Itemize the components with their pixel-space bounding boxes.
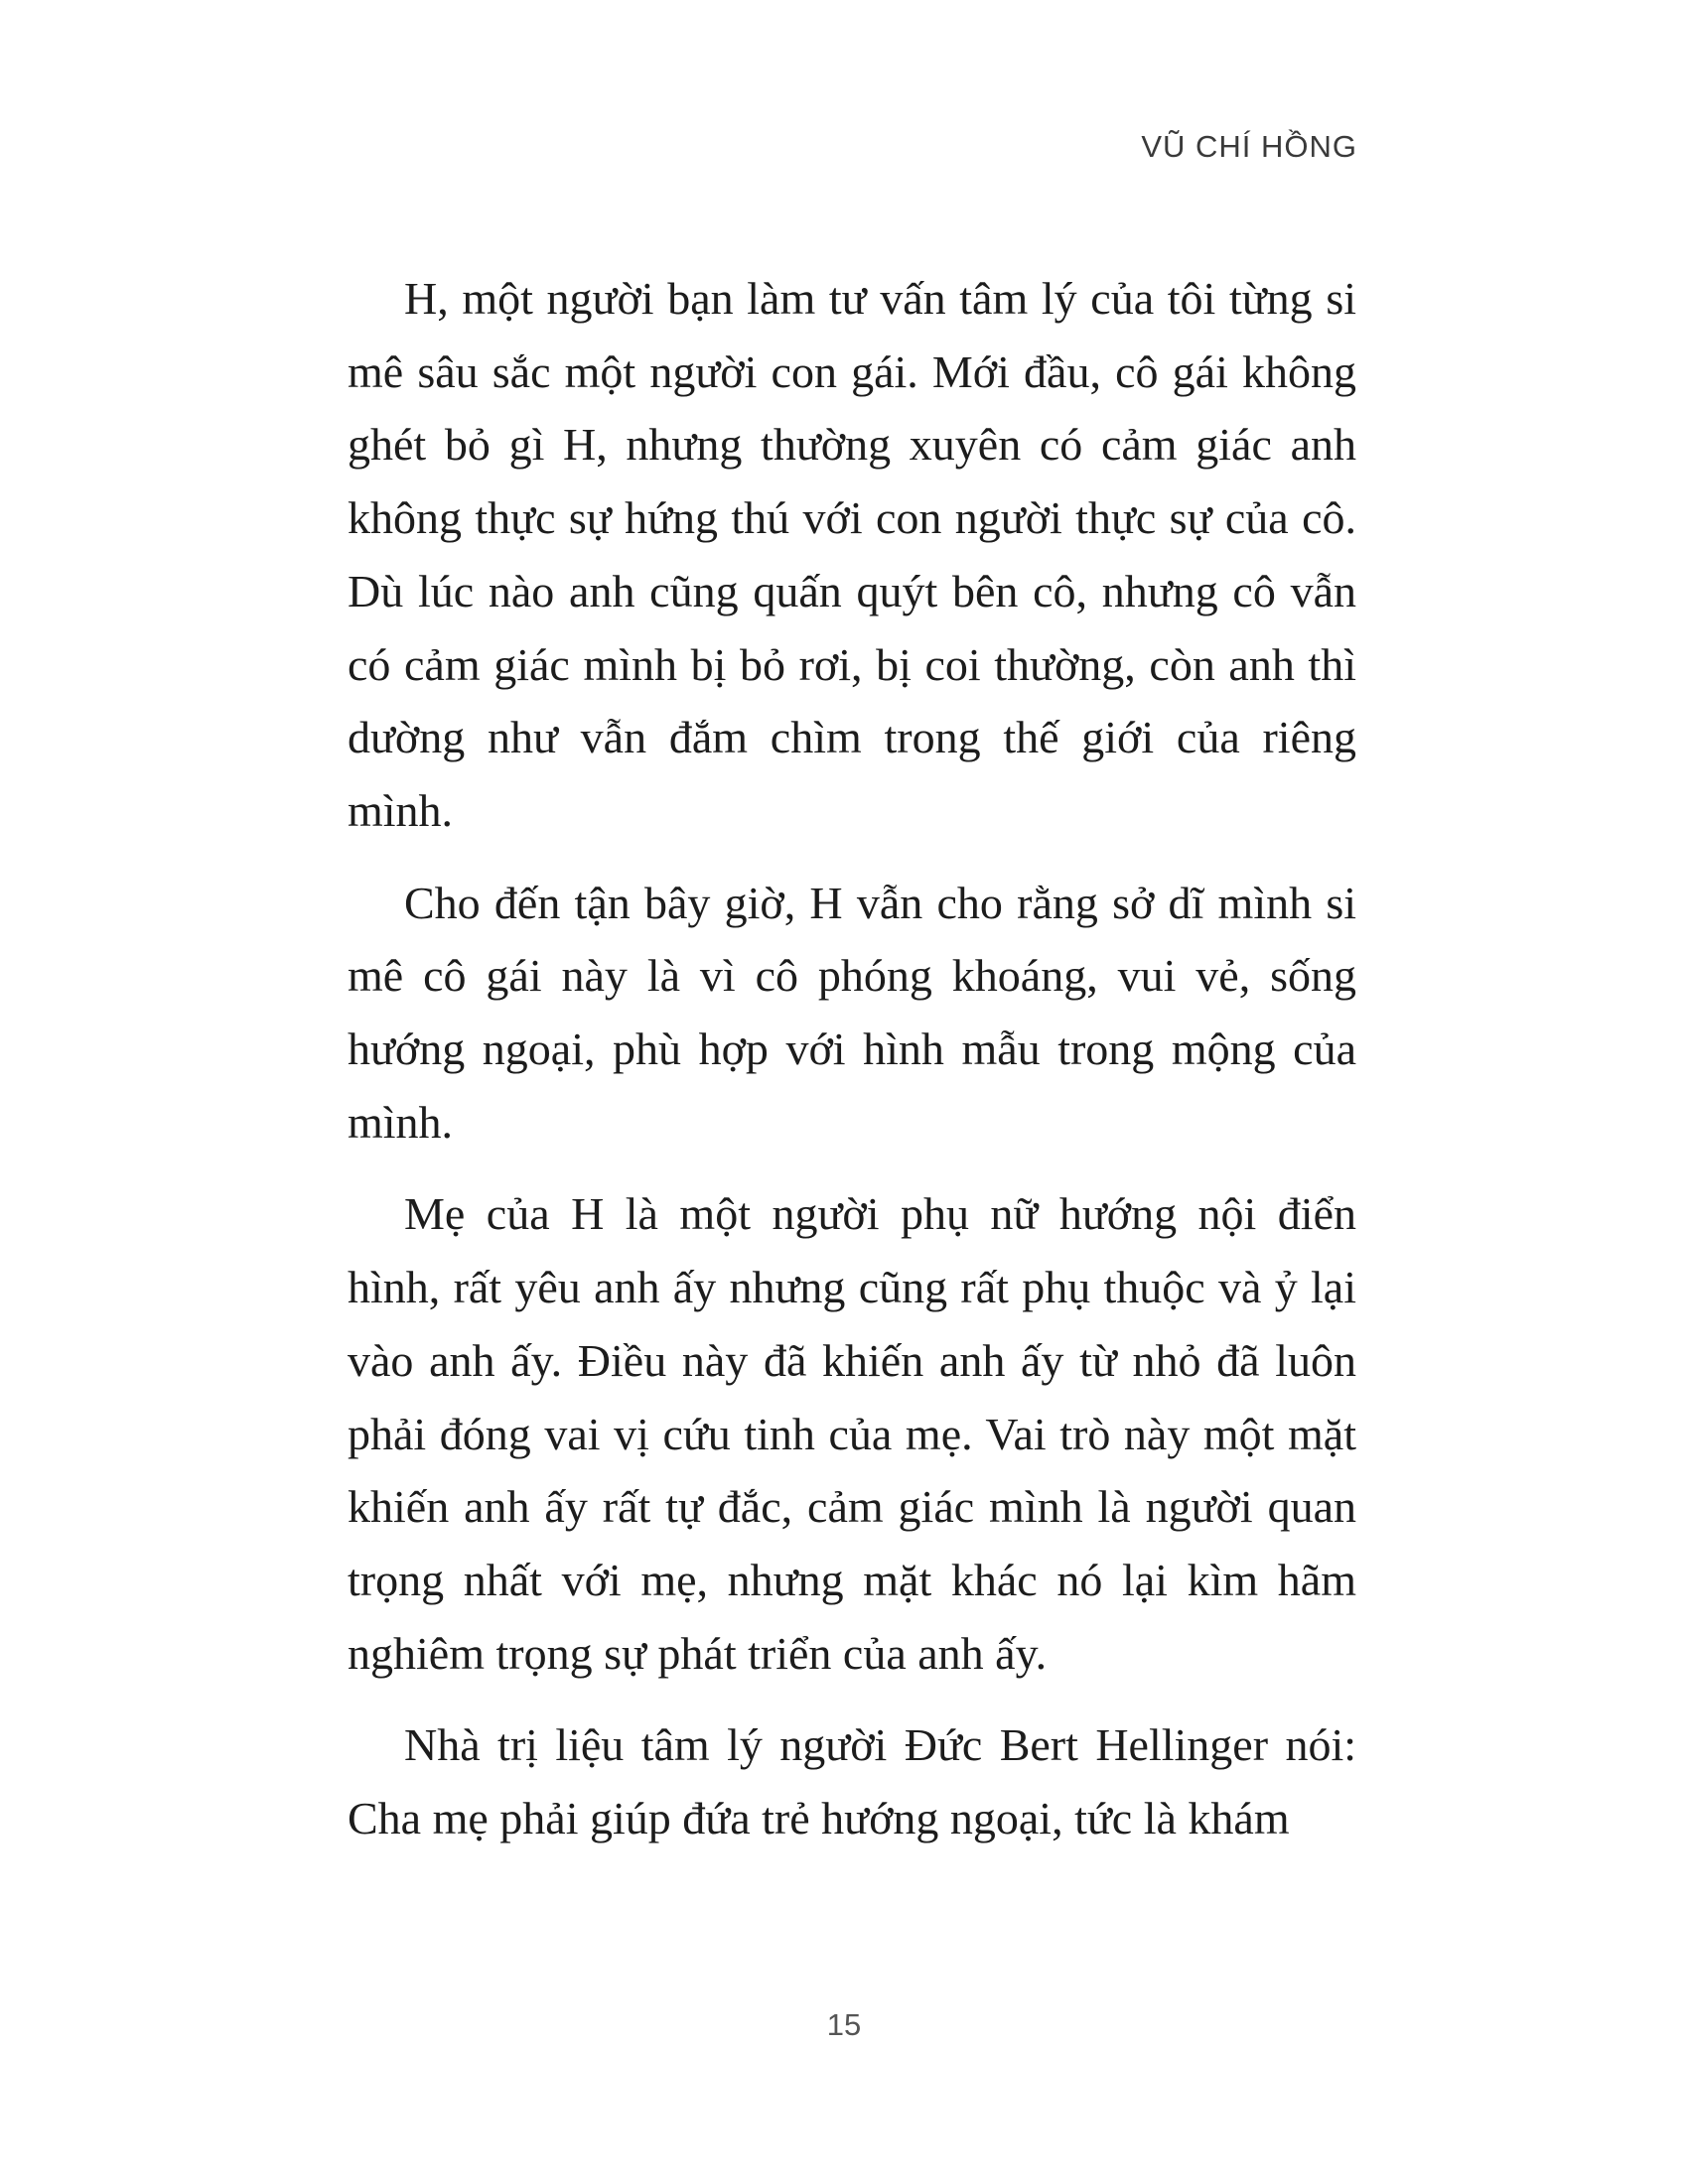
- paragraph: H, một người bạn làm tư vấn tâm lý của tôi từng si mê sâu sắc một người con gái. Mới đầu, cô gái không ghét bỏ gì H, nhưng thường xuyên có cảm giác anh không thực sự hứng thú với con người thực sự của cô. Dù lúc nào anh cũng quấn quýt bên cô, nhưng cô vẫn có cảm giác mình bị bỏ rơi, bị coi thường, còn anh thì dường như vẫn đắm chìm trong thế giới của riêng mình.: [348, 273, 1356, 836]
- body-text: [348, 262, 1356, 1874]
- paragraph: Mẹ của H là một người phụ nữ hướng nội điển hình, rất yêu anh ấy nhưng cũng rất phụ thuộc và ỷ lại vào anh ấy. Điều này đã khiến anh ấy từ nhỏ đã luôn phải đóng vai vị cứu tinh của mẹ. Vai trò này một mặt khiến anh ấy rất tự đắc, cảm giác mình là người quan trọng nhất với mẹ, nhưng mặt khác nó lại kìm hãm nghiêm trọng sự phát triển của anh ấy.: [348, 1188, 1356, 1679]
- page-number: 15: [826, 2007, 862, 2042]
- paragraph: Nhà trị liệu tâm lý người Đức Bert Hellinger nói: Cha mẹ phải giúp đứa trẻ hướng ngoại, tức là khám: [348, 1719, 1356, 1844]
- running-header: VŨ CHÍ HỒNG: [1141, 129, 1357, 164]
- paragraph: Cho đến tận bây giờ, H vẫn cho rằng sở dĩ mình si mê cô gái này là vì cô phóng khoáng, vui vẻ, sống hướng ngoại, phù hợp với hình mẫu trong mộng của mình.: [348, 877, 1356, 1148]
